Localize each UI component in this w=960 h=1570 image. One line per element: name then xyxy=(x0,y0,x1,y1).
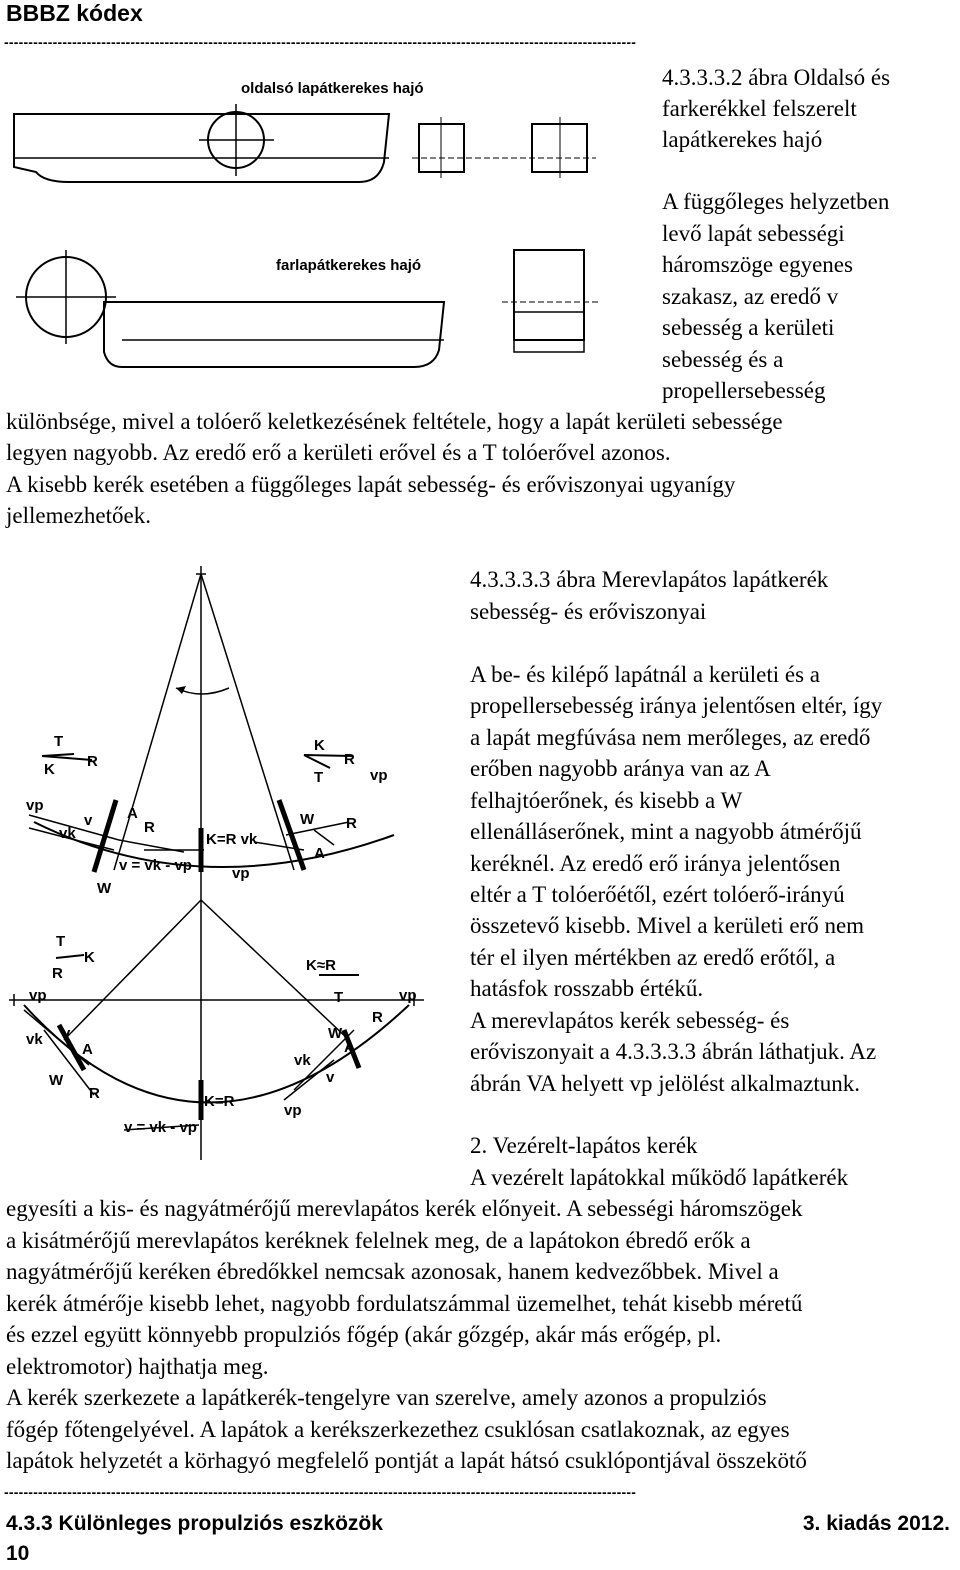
fig2-label-T-lower-left: T xyxy=(56,933,66,950)
caption-figure-1-line3: lapátkerekes hajó xyxy=(662,127,823,152)
fig2-label-W-upper-right: W xyxy=(300,811,315,828)
fig2-label-v-lower-right: v xyxy=(326,1069,335,1086)
fig2-label-vk-lower-right: vk xyxy=(294,1052,311,1069)
footer-page-number: 10 xyxy=(6,1542,30,1565)
fig2-label-vp-lower-right-2: vp xyxy=(284,1102,302,1119)
fig2-label-vp-upper-center: vp xyxy=(232,865,250,882)
fig2-label-A-lower-right: A xyxy=(344,1039,355,1056)
para4-line3: lapátok helyzetét a körhagyó megfelelő pontját a lapát hátsó csuklópontjával összekötő xyxy=(6,1448,807,1473)
para2-line1: A be- és kilépő lapátnál a kerületi és a xyxy=(470,662,820,687)
caption-figure-1-line1: 4.3.3.3.2 ábra Oldalsó és xyxy=(662,65,891,90)
para2-line14: ábrán VA helyett vp jelölést alkalmaztunk. xyxy=(470,1071,861,1096)
para2-line11: hatásfok rosszabb értékű. xyxy=(470,976,704,1001)
para3-first-line: A vezérelt lapátokkal működő lapátkerék xyxy=(470,1165,849,1190)
para1-line1: A függőleges helyzetben xyxy=(662,189,890,214)
fig2-label-A-upper-right: A xyxy=(314,845,325,862)
para2-line2: propellersebesség iránya jelentősen eltér, így xyxy=(470,693,883,718)
para2-line6: ellenálláserőnek, mint a nagyobb átmérőjű xyxy=(470,819,862,844)
fig2-label-K-eq-R-lower: K=R xyxy=(204,1093,235,1110)
fig2-label-R-lower-left: R xyxy=(52,965,63,982)
fig2-label-vp-lower-left: vp xyxy=(29,987,47,1004)
fig2-label-T-upper-right: T xyxy=(314,769,324,786)
fig2-label-vk-lower-left: vk xyxy=(26,1031,43,1048)
fig2-label-R-upper-right-2: R xyxy=(346,815,357,832)
fig2-label-K-lower-left: K xyxy=(84,949,95,966)
fig2-label-K-approx-R: K≈R xyxy=(306,957,336,974)
para2-line5: felhajtóerőnek, és kisebb a W xyxy=(470,788,743,813)
para1-wide-line2: legyen nagyobb. Az eredő erő a kerületi erővel és a T tolóerővel azonos. xyxy=(6,440,671,465)
para3-line6: elektromotor) hajthatja meg. xyxy=(6,1354,269,1379)
para2-line9: összetevő kisebb. Mivel a kerületi erő nem xyxy=(470,913,865,938)
label-stern-paddle-ship: farlapátkerekes hajó xyxy=(276,257,422,274)
fig2-label-A-upper-left: A xyxy=(127,805,138,822)
para1-line3: háromszöge egyenes xyxy=(662,252,853,277)
footer-edition: 3. kiadás 2012. xyxy=(802,1512,950,1535)
fig2-label-T-upper-left: T xyxy=(54,733,64,750)
para2-line7: keréknél. Az eredő erő iránya jelentősen xyxy=(470,851,841,876)
fig2-label-vp-upper-left: vp xyxy=(26,797,44,814)
para1-line2: levő lapát sebességi xyxy=(662,221,845,246)
fig2-label-v-equation-upper: v = vk - vp xyxy=(119,857,192,874)
figure-paddle-ships xyxy=(4,62,644,380)
para2-line13: erőviszonyait a 4.3.3.3.3 ábrán láthatjuk. Az xyxy=(470,1039,877,1064)
document-header-title: BBBZ kódex xyxy=(6,0,143,26)
fig2-label-T-lower-right: T xyxy=(334,989,344,1006)
para3-line2: a kisátmérőjű merevlapátos keréknek felelnek meg, de a lapátokon ébredő erők a xyxy=(6,1228,751,1253)
fig2-label-R-lower-right: R xyxy=(372,1009,383,1026)
label-side-paddle-ship: oldalsó lapátkerekes hajó xyxy=(241,80,424,97)
fig2-label-vk-upper-left: vk xyxy=(59,825,76,842)
header-rule: ---------------------------------------------------------------------------------------------------------------------------------- xyxy=(4,34,637,50)
fig2-label-R-upper-left-2: R xyxy=(144,819,155,836)
caption-figure-2-line1: 4.3.3.3.3 ábra Merevlapátos lapátkerék xyxy=(470,567,829,592)
para1-line6: sebesség és a xyxy=(662,347,784,372)
fig2-label-v-upper-left: v xyxy=(84,812,93,829)
para2-line10: tér el ilyen mértékben az eredő erőtől, a xyxy=(470,945,836,970)
fig2-label-W-upper-left: W xyxy=(97,880,112,897)
para3-line5: és ezzel együtt könnyebb propulziós főgép (akár gőzgép, akár más erőgép, pl. xyxy=(6,1322,722,1347)
para1-line7: propellersebesség xyxy=(662,378,826,403)
fig2-label-K-upper-right: K xyxy=(314,737,325,754)
para1-wide-line3: A kisebb kerék esetében a függőleges lapát sebesség- és erőviszonyai ugyanígy xyxy=(6,472,736,497)
fig2-label-vp-lower-right: vp xyxy=(399,987,417,1004)
para1-line4: szakasz, az eredő v xyxy=(662,284,839,309)
caption-figure-1-line2: farkerékkel felszerelt xyxy=(662,96,857,121)
para1-wide-line4: jellemezhetőek. xyxy=(6,503,151,528)
fig2-label-R-upper-right: R xyxy=(344,751,355,768)
fig2-label-W-lower-left: W xyxy=(49,1072,64,1089)
fig2-label-R-upper-left: R xyxy=(87,753,98,770)
para2-line12: A merevlapátos kerék sebesség- és xyxy=(470,1008,790,1033)
fig2-label-v-equation-lower: v = vk - vp xyxy=(124,1119,197,1136)
fig2-label-vp-upper-right: vp xyxy=(370,767,388,784)
figure-paddle-wheel-forces xyxy=(4,560,460,1166)
para1-wide-line1: különbsége, mivel a tolóerő keletkezésének feltétele, hogy a lapát kerületi sebessége xyxy=(6,409,783,434)
para2-line4: erőben nagyobb aránya van az A xyxy=(470,756,771,781)
fig2-label-R-lower-left-2: R xyxy=(89,1085,100,1102)
para4-line1: A kerék szerkezete a lapátkerék-tengelyre van szerelve, amely azonos a propulziós xyxy=(6,1385,767,1410)
para2-line3: a lapát megfúvása nem merőleges, az eredő xyxy=(470,725,871,750)
fig2-label-A-lower-left: A xyxy=(82,1041,93,1058)
para3-line4: kerék átmérője kisebb lehet, nagyobb fordulatszámmal üzemelhet, tehát kisebb méretű xyxy=(6,1291,803,1316)
fig2-label-v-lower-left: v xyxy=(62,1025,71,1042)
section-title-controlled-paddle: 2. Vezérelt-lapátos kerék xyxy=(470,1133,698,1158)
footer-section-title: 4.3.3 Különleges propulziós eszközök xyxy=(6,1512,383,1535)
fig2-label-W-lower-right: W xyxy=(328,1025,343,1042)
para3-line1: egyesíti a kis- és nagyátmérőjű merevlapátos kerék előnyeit. A sebességi háromszögek xyxy=(6,1196,803,1221)
fig2-label-K-upper-left: K xyxy=(44,761,55,778)
footer-rule: ---------------------------------------------------------------------------------------------------------------------------------- xyxy=(4,1484,637,1500)
para1-line5: sebesség a kerületi xyxy=(662,315,835,340)
para2-line8: eltér a T tolóerőétől, ezért tolóerő-irányú xyxy=(470,882,845,907)
fig2-label-K-eq-R-vk: K=R vk xyxy=(206,831,258,848)
para3-line3: nagyátmérőjű keréken ébredőkkel nemcsak azonosak, hanem kedvezőbbek. Mivel a xyxy=(6,1259,779,1284)
caption-figure-2-line2: sebesség- és erőviszonyai xyxy=(470,599,707,624)
para4-line2: főgép főtengelyével. A lapátok a kerékszerkezethez csuklósan csatlakoznak, az egyes xyxy=(6,1417,790,1442)
